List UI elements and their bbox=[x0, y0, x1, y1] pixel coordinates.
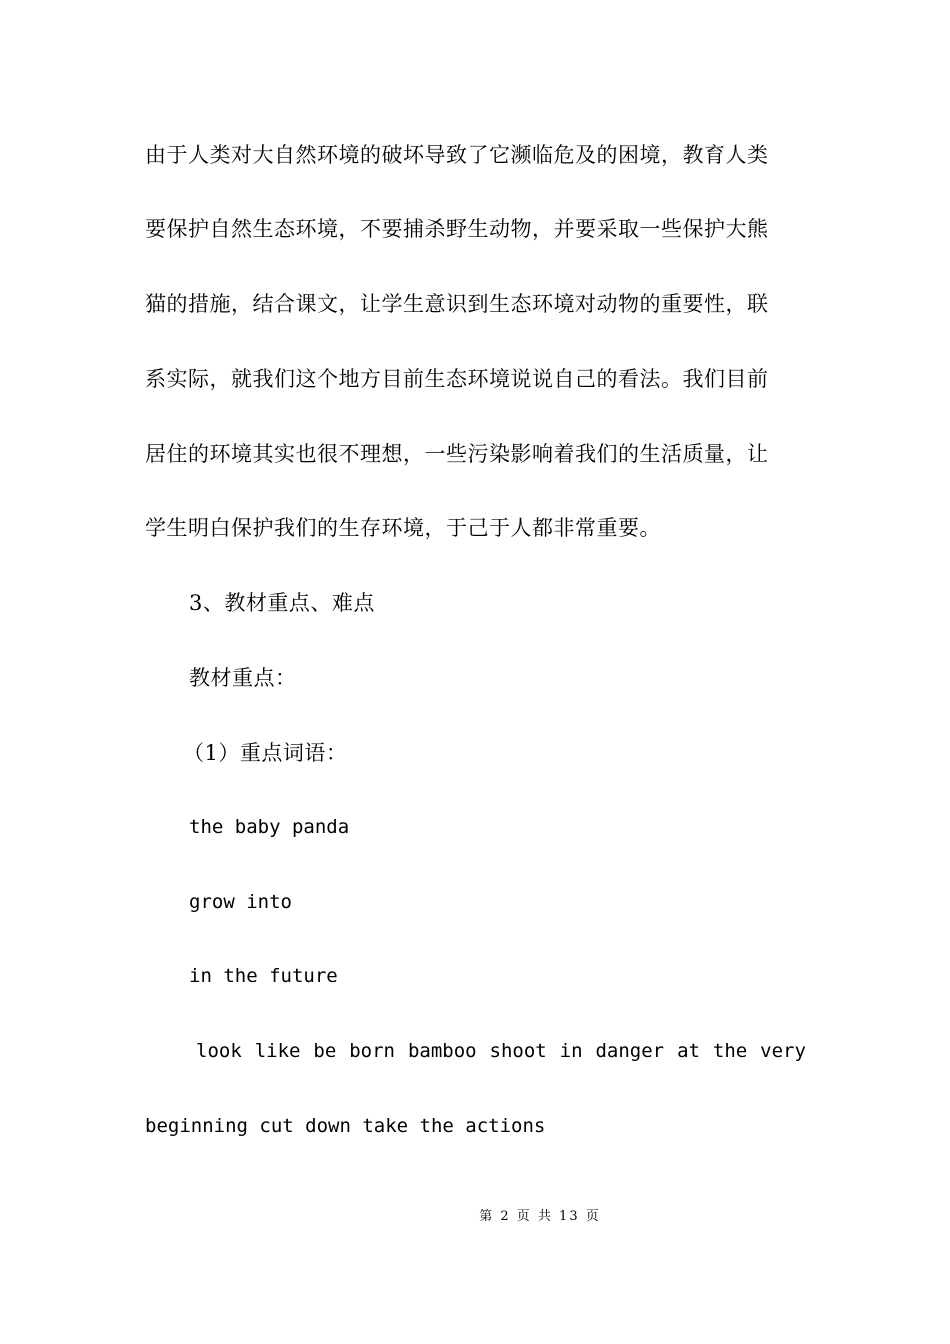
paragraph-line-2: 要保护自然生态环境，不要捕杀野生动物，并要采取一些保护大熊 bbox=[145, 217, 769, 241]
paragraph-line-6: 学生明白保护我们的生存环境，于己于人都非常重要。 bbox=[145, 516, 661, 540]
phrase-3: in the future bbox=[189, 965, 338, 987]
phrase-word: very bbox=[760, 1040, 806, 1062]
paragraph-line-5: 居住的环境其实也很不理想，一些污染影响着我们的生活质量，让 bbox=[145, 442, 769, 466]
phrase-line bbox=[196, 1037, 806, 1065]
paragraph-line-1: 由于人类对大自然环境的破坏导致了它濒临危及的困境，教育人类 bbox=[145, 143, 769, 167]
phrase-word: look bbox=[196, 1040, 242, 1062]
phrase-continuation: beginning cut down take the actions bbox=[145, 1115, 546, 1137]
paragraph-line-4: 系实际，就我们这个地方目前生态环境说说自己的看法。我们目前 bbox=[145, 367, 769, 391]
phrase-word: be bbox=[313, 1040, 337, 1062]
phrase-word: danger bbox=[595, 1040, 665, 1062]
phrase-2: grow into bbox=[189, 891, 292, 913]
page-footer: 第 2 页 共 13 页 bbox=[479, 1209, 601, 1224]
paragraph-line-3: 猫的措施，结合课文，让学生意识到生态环境对动物的重要性，联 bbox=[145, 292, 769, 316]
phrase-word: shoot bbox=[489, 1040, 547, 1062]
subheading: 教材重点： bbox=[189, 666, 297, 690]
phrase-word: bamboo bbox=[407, 1040, 477, 1062]
phrase-word: in bbox=[559, 1040, 583, 1062]
phrase-word: born bbox=[349, 1040, 395, 1062]
item-heading: （1）重点词语： bbox=[183, 741, 348, 765]
phrase-word: like bbox=[254, 1040, 301, 1062]
section-heading: 3、教材重点、难点 bbox=[189, 591, 375, 615]
phrase-1: the baby panda bbox=[189, 816, 350, 838]
phrase-word: the bbox=[712, 1040, 748, 1062]
phrase-word: at bbox=[677, 1040, 700, 1062]
